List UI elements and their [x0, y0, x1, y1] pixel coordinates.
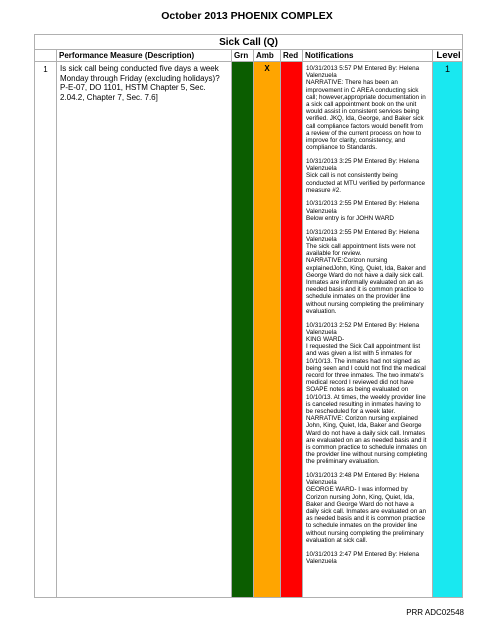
note-body: The sick call appointment lists were not available for review. NARRATIVE:Corizon nursing explainedJohn, King, Quiet, Ida, Baker and George Ward do not have a daily sick call. Inmates are informally evaluated on an as needed basis and it is common practice to schedule inmates on the provider line without nursing completing the preliminary evaluation. — [306, 242, 426, 315]
header-grn: Grn — [232, 50, 254, 62]
notification-entry — [306, 551, 428, 565]
notification-entry — [306, 200, 428, 222]
note-header: 10/31/2013 2:48 PM Entered By: Helena Valenzuela — [306, 472, 420, 487]
section-title: Sick Call (Q) — [35, 35, 463, 50]
document-id: PRR ADC02548 — [406, 608, 464, 617]
note-body: NARRATIVE: There has been an improvement in C AREA conducting sick call; however,appropriate documentation in a sick call appointment book on the unit would assist in consistent services being verified. JKQ, Ida, George, and Baker sick call compliance factors would benefit from a review of the current process on how to improve for clarity, consistency, and compliance to Standards. — [306, 79, 426, 152]
notification-entry — [306, 322, 428, 466]
row-number: 1 — [35, 62, 57, 598]
notification-entry — [306, 472, 428, 544]
amb-cell — [254, 62, 281, 598]
performance-table — [34, 34, 463, 598]
section-row — [35, 35, 463, 50]
note-header: 10/31/2013 5:57 PM Entered By: Helena Valenzuela — [306, 65, 420, 80]
level-value: 1 — [445, 64, 451, 74]
note-body: GEORGE WARD- I was informed by Corizon nursing John, King, Quiet, Ida, Baker and George Ward do not have a daily sick call. Inmates are evaluated on an as needed basis and it is common practice to schedule inmates on the provider line without nursing completing the preliminary evaluation at sick call. — [306, 486, 427, 544]
note-header: 10/31/2013 2:55 PM Entered By: Helena Valenzuela — [306, 200, 420, 215]
header-notifications: Notifications — [303, 50, 433, 62]
header-amb: Amb — [254, 50, 281, 62]
note-header: 10/31/2013 3:25 PM Entered By: Helena Valenzuela — [306, 157, 420, 173]
amb-mark: X — [264, 64, 270, 73]
red-cell — [281, 62, 303, 598]
note-header: 10/31/2013 2:55 PM Entered By: Helena Valenzuela — [306, 228, 420, 243]
header-number — [35, 50, 57, 62]
note-body: Below entry is for JOHN WARD — [306, 214, 394, 222]
notification-entry — [306, 229, 428, 315]
note-body: Sick call is not consistently being conducted at MTU verified by performance measure #2. — [306, 172, 425, 194]
note-header: 10/31/2013 2:47 PM Entered By: Helena Valenzuela — [306, 550, 420, 565]
note-header: 10/31/2013 2:52 PM Entered By: Helena Valenzuela — [306, 321, 420, 336]
header-level: Level — [433, 50, 463, 62]
header-measure: Performance Measure (Description) — [57, 50, 232, 62]
table-row — [35, 62, 463, 598]
grn-cell — [232, 62, 254, 598]
notification-entry — [306, 65, 428, 151]
page-title: October 2013 PHOENIX COMPLEX — [161, 10, 333, 22]
notification-entry — [306, 158, 428, 194]
measure-description: Is sick call being conducted five days a week Monday through Friday (excluding holidays)? P-E-07, DO 1101, HSTM Chapter 5, Sec. 2.04.2, Chapter 7, Sec. 7.6] — [57, 62, 232, 598]
notifications-cell — [303, 62, 433, 598]
header-row — [35, 50, 463, 62]
header-red: Red — [281, 50, 303, 62]
note-body: KING WARD- I requested the Sick Call appointment list and was given a list with 5 inmates for 10/10/13. The inmates had not signed as being seen and I could not find the medical record for three inmates. The two inmate's medical record I reviewed did not have SOAPE notes as being evaluated on 10/10/13. At times, the weekly provider line is canceled resulting in inmates having to be rescheduled for a week later. NARRATIVE: Corizon nursing explained John, King, Quiet, Ida, Baker and George Ward do not have a daily sick call. Inmates are evaluated on an as needed basis and it is common practice to schedule inmates on the provider line without nursing completing the preliminary evaluation. — [306, 335, 428, 466]
level-cell — [433, 62, 463, 598]
